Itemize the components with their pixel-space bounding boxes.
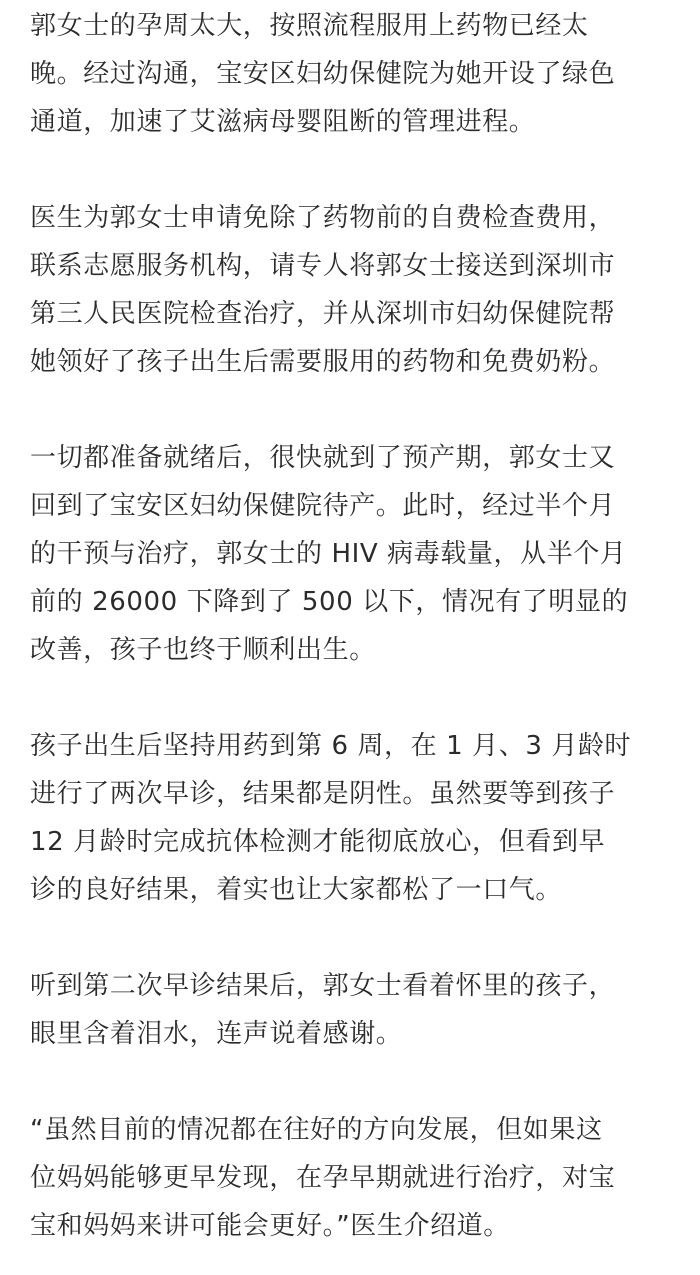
paragraph-6: [30, 1106, 690, 1250]
text-line: 听到第二次早诊结果后，郭女士看着怀里的孩子，: [30, 971, 616, 1001]
paragraph-3: [30, 434, 690, 674]
text-line: 的干预与治疗，郭女士的 HIV 病毒载量，从半个月: [30, 539, 627, 569]
text-line: 回到了宝安区妇幼保健院待产。此时，经过半个月: [30, 491, 616, 521]
paragraph-spacer: [30, 386, 690, 434]
text-line: “虽然目前的情况都在往好的方向发展，但如果这: [30, 1115, 603, 1145]
text-line: 医生为郭女士申请免除了药物前的自费检查费用，: [30, 203, 616, 233]
text-line: 她领好了孩子出生后需要服用的药物和免费奶粉。: [30, 347, 616, 377]
text-line: 进行了两次早诊，结果都是阴性。虽然要等到孩子: [30, 779, 616, 809]
text-line: 晚。经过沟通，宝安区妇幼保健院为她开设了绿色: [30, 59, 616, 89]
text-line: 宝和妈妈来讲可能会更好。”医生介绍道。: [30, 1211, 510, 1241]
text-line: 12 月龄时完成抗体检测才能彻底放心，但看到早: [30, 827, 606, 857]
text-line: 孩子出生后坚持用药到第 6 周，在 1 月、3 月龄时: [30, 731, 632, 761]
paragraph-4: [30, 722, 690, 914]
paragraph-2: [30, 194, 690, 386]
text-line: 位妈妈能够更早发现，在孕早期就进行治疗，对宝: [30, 1163, 616, 1193]
text-line: 郭女士的孕周太大，按照流程服用上药物已经太: [30, 11, 589, 41]
text-line: 通道，加速了艾滋病母婴阻断的管理进程。: [30, 107, 536, 137]
paragraph-spacer: [30, 1058, 690, 1106]
paragraph-1: [30, 2, 690, 146]
text-line: 第三人民医院检查治疗，并从深圳市妇幼保健院帮: [30, 299, 616, 329]
text-line: 诊的良好结果，着实也让大家都松了一口气。: [30, 875, 563, 905]
text-line: 联系志愿服务机构，请专人将郭女士接送到深圳市: [30, 251, 616, 281]
paragraph-spacer: [30, 146, 690, 194]
paragraph-spacer: [30, 914, 690, 962]
text-line: 改善，孩子也终于顺利出生。: [30, 635, 376, 665]
text-line: 眼里含着泪水，连声说着感谢。: [30, 1019, 403, 1049]
text-line: 一切都准备就绪后，很快就到了预产期，郭女士又: [30, 443, 616, 473]
paragraph-5: [30, 962, 690, 1058]
paragraph-spacer: [30, 674, 690, 722]
text-line: 前的 26000 下降到了 500 以下，情况有了明显的: [30, 587, 629, 617]
